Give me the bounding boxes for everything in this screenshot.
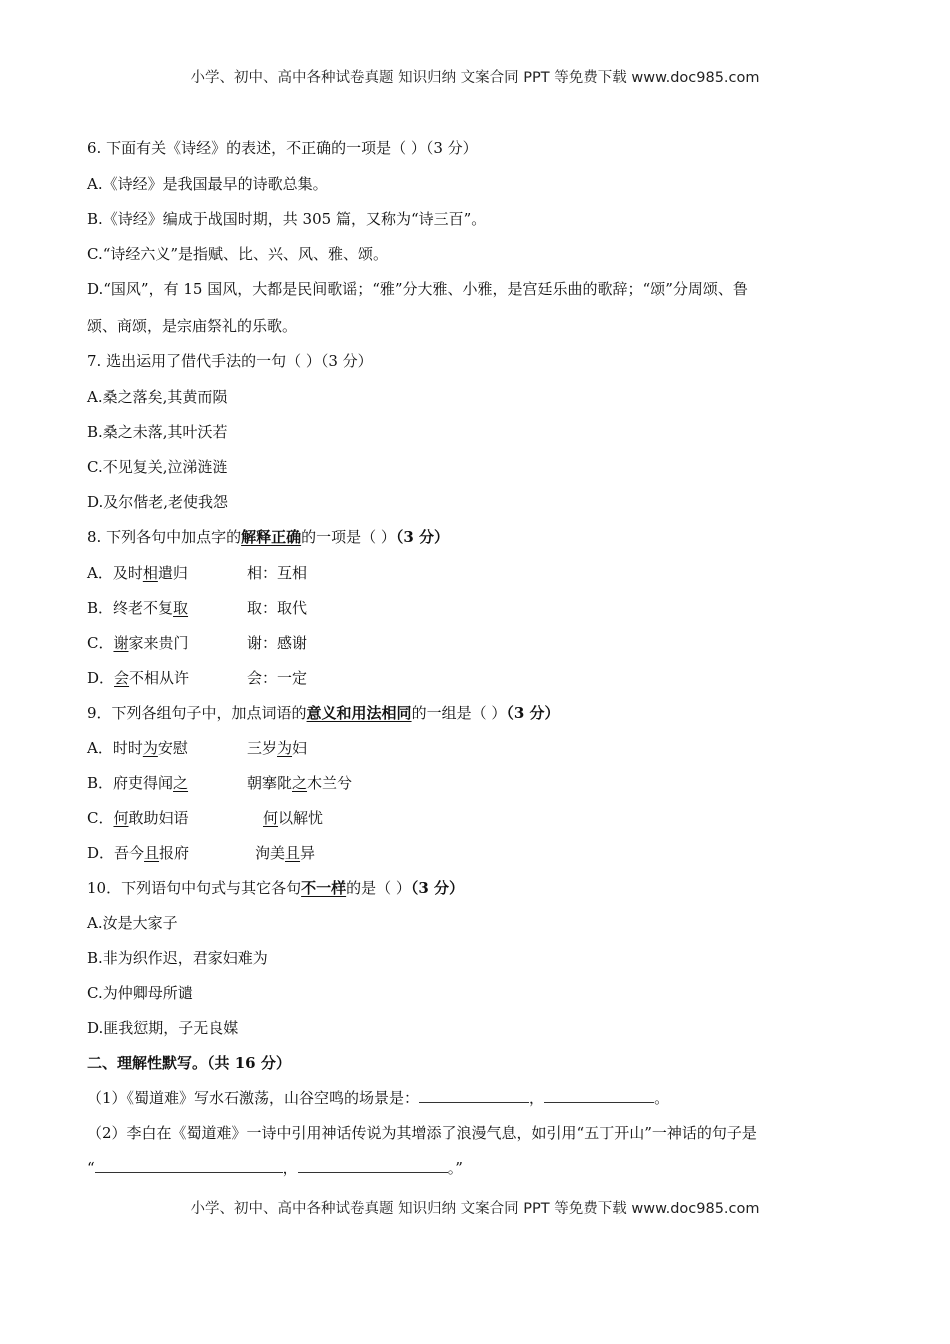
q9-option-b: [87, 773, 352, 793]
q10-option-b: B.非为织作迟，君家妇难为: [87, 949, 268, 967]
page-header: 小学、初中、高中各种试卷真题 知识归纳 文案合同 PPT 等免费下载 www.doc985.com: [190, 70, 760, 86]
q9-c-rest1: 敢助妇语: [128, 809, 189, 827]
q6-stem: 6. 下面有关《诗经》的表述，不正确的一项是（ ）（3 分）: [87, 139, 478, 157]
s2-close: 。”: [447, 1159, 463, 1177]
q9-b-key2: 之: [292, 774, 308, 792]
q8-c-label: C．: [87, 634, 114, 652]
q8-option-b: [87, 598, 307, 618]
q9-c-label: C．: [87, 809, 114, 827]
q6-option-d-line2: 颂、商颂，是宗庙祭礼的乐歌。: [87, 317, 298, 335]
q10-score: （3 分）: [410, 879, 465, 897]
q9-d-label: D．吾今: [87, 844, 145, 862]
s2-blank-2[interactable]: [298, 1158, 448, 1173]
q8-option-d: [87, 668, 307, 688]
q9-c-rest2: 以解忧: [278, 809, 324, 827]
q9-d-key1: 且: [144, 844, 160, 862]
s1-prompt: （1）《蜀道难》写水石激荡，山谷空鸣的场景是：: [87, 1089, 420, 1107]
s2-blank-1[interactable]: [95, 1158, 283, 1173]
q6-option-d-line1: D.“国风”，有 15 国风，大都是民间歌谣；“雅”分大雅、小雅，是宫廷乐曲的歌辞；“颂”分周颂、鲁: [87, 280, 748, 298]
s1-period: 。: [654, 1089, 670, 1107]
q8-stem-pre: 8. 下列各句中加点字的: [87, 528, 242, 546]
q9-a-key1: 为: [142, 739, 158, 757]
q9-a-label: A．时时: [87, 739, 143, 757]
q10-stem-post: 的是（ ）: [346, 879, 411, 897]
q9-b-rest2: 木兰兮: [307, 774, 353, 792]
s2-comma: ，: [282, 1159, 298, 1177]
s1-blank-1[interactable]: [419, 1088, 529, 1103]
q9-b-pre2: 朝搴阰: [247, 774, 293, 792]
q10-option-c: C.为仲卿母所谴: [87, 984, 193, 1002]
q9-d-rest1: 报府: [159, 844, 190, 862]
q8-score: （3 分）: [395, 528, 450, 546]
s1-blank-2[interactable]: [544, 1088, 654, 1103]
q8-stem: [87, 527, 449, 547]
q9-option-d: [87, 843, 315, 863]
section2-title: 二、理解性默写。（共 16 分）: [87, 1054, 291, 1072]
q8-b-key: 取: [173, 599, 189, 617]
q8-option-c: [87, 633, 307, 653]
q9-b-label: B．府吏得闻: [87, 774, 174, 792]
q10-stem: [87, 878, 464, 898]
q6-option-b: B.《诗经》编成于战国时期，共 305 篇，又称为“诗三百”。: [87, 210, 487, 228]
q9-option-c: [87, 808, 323, 828]
q8-d-label: D．: [87, 669, 115, 687]
q9-a-rest1: 安慰: [157, 739, 188, 757]
q7-option-b: B.桑之未落,其叶沃若: [87, 423, 228, 441]
q10-stem-pre: 10．下列语句中句式与其它各句: [87, 879, 302, 897]
section2-item2-line1: （2）李白在《蜀道难》一诗中引用神话传说为其增添了浪漫气息，如引用“五丁开山”一神话的句子是: [87, 1124, 757, 1142]
s1-comma: ，: [529, 1089, 545, 1107]
q8-d-key: 会: [114, 669, 130, 687]
q9-d-key2: 且: [285, 844, 301, 862]
q8-a-rest: 遣归: [157, 564, 188, 582]
q9-c-key2: 何: [263, 809, 279, 827]
q9-stem: [87, 703, 560, 723]
q8-a-key: 相: [142, 564, 158, 582]
q10-option-d: D.匪我愆期，子无良媒: [87, 1019, 239, 1037]
q8-stem-post: 的一项是（ ）: [301, 528, 396, 546]
q8-a-gloss: 相：互相: [247, 564, 308, 582]
page-footer: 小学、初中、高中各种试卷真题 知识归纳 文案合同 PPT 等免费下载 www.doc985.com: [190, 1201, 760, 1217]
q8-option-a: [87, 563, 307, 583]
q10-option-a: A.汝是大家子: [87, 914, 178, 932]
q8-a-label: A．及时: [87, 564, 143, 582]
q8-d-rest: 不相从许: [129, 669, 190, 687]
q9-a-key2: 为: [277, 739, 293, 757]
q9-d-pre2: 洵美: [255, 844, 286, 862]
q9-stem-post: 的一组是（ ）: [411, 704, 507, 722]
q7-option-d: D.及尔偕老,老使我怨: [87, 493, 229, 511]
q8-d-gloss: 会：一定: [247, 669, 308, 687]
q6-option-a: A.《诗经》是我国最早的诗歌总集。: [87, 175, 328, 193]
q7-option-c: C.不见复关,泣涕涟涟: [87, 458, 228, 476]
q8-c-key: 谢: [113, 634, 129, 652]
q6-option-c: C.“诗经六义”是指赋、比、兴、风、雅、颂。: [87, 245, 389, 263]
section2-item2-line2: [87, 1158, 463, 1178]
s2-open-quote: “: [87, 1159, 95, 1177]
q9-stem-pre: 9．下列各组句子中，加点词语的: [87, 704, 307, 722]
q9-c-key1: 何: [113, 809, 129, 827]
q7-option-a: A.桑之落矣,其黄而陨: [87, 388, 228, 406]
q9-stem-key: 意义和用法相同: [306, 704, 412, 722]
section2-item1: [87, 1088, 669, 1108]
q8-b-label: B．终老不复: [87, 599, 174, 617]
q9-option-a: [87, 738, 307, 758]
q7-stem: 7. 选出运用了借代手法的一句（ ）（3 分）: [87, 352, 373, 370]
q10-stem-key: 不一样: [301, 879, 347, 897]
q9-score: （3 分）: [506, 704, 560, 722]
q8-stem-key: 解释正确: [241, 528, 302, 546]
q9-b-key1: 之: [173, 774, 189, 792]
q8-b-gloss: 取：取代: [247, 599, 308, 617]
q9-d-rest2: 异: [300, 844, 316, 862]
q9-a-pre2: 三岁: [247, 739, 278, 757]
q8-c-gloss: 谢：感谢: [247, 634, 308, 652]
q8-c-rest: 家来贵门: [128, 634, 189, 652]
q9-a-rest2: 妇: [292, 739, 308, 757]
